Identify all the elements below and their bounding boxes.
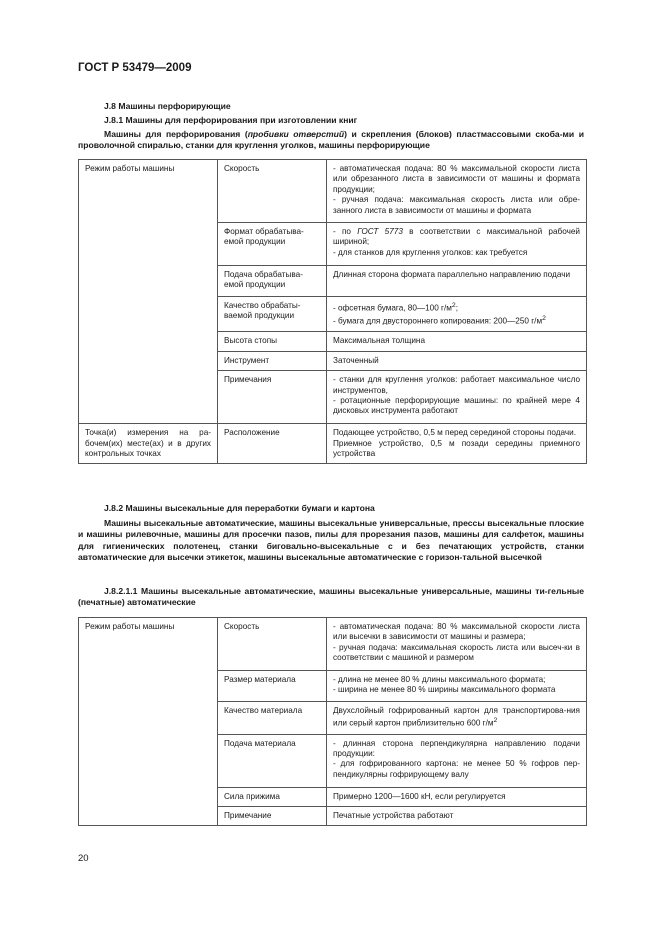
param-stack-height: Высота стопы (224, 336, 278, 346)
document-header: ГОСТ Р 53479—2009 (78, 62, 192, 74)
section-heading-j82: J.8.2 Машины высекальные для переработки бумаги и картона (104, 503, 375, 513)
mode-label-cell (79, 160, 218, 424)
superscript: 2 (451, 302, 456, 309)
param-tool: Инструмент (224, 355, 270, 365)
param-cell (218, 297, 327, 332)
value-text: - офсетная бумага, 80—100 г/м (333, 303, 452, 313)
intro-paragraph-j81 (78, 129, 584, 152)
value-cell (327, 734, 587, 787)
value-text: в соответствии с максимальной рабочей шириной; (333, 227, 580, 247)
param-cell (218, 332, 327, 351)
param-cell (218, 371, 327, 424)
superscript: 2 (493, 717, 498, 725)
value-line: Печатные устройства работают (333, 810, 454, 820)
value-cell (327, 806, 587, 825)
param-speed: Скорость (224, 164, 260, 173)
value-line: Заточенный (333, 355, 379, 365)
param-cell (218, 351, 327, 370)
value-text: - бумага для двустороннего копирования: 200—250 г/м (333, 316, 543, 326)
value-cell (327, 223, 587, 266)
value-cell (327, 297, 587, 332)
param-notes: Примечания (224, 375, 272, 385)
value-line: Примерно 1200—1600 кН, если регулируется (333, 791, 506, 801)
param-material-quality: Качество материала (224, 706, 303, 715)
value-cell (327, 424, 587, 464)
value-line: Приемное устройство, 0,5 м позади середины приемного устройства (333, 438, 580, 458)
value-cell (327, 160, 587, 223)
subsection-heading-j81: J.8.1 Машины для перфорирования при изготовлении книг (104, 115, 358, 125)
param-cell (218, 806, 327, 825)
value-cell (327, 702, 587, 735)
value-line: - ручная подача: максимальная скорость листа или высеч-ки в соответствии с машиной и размером (333, 642, 580, 663)
mode-label: Режим работы машины (85, 622, 175, 631)
value-line: - ширина не менее 80 % ширины максимального формата (333, 685, 556, 695)
value-cell (327, 618, 587, 671)
param-note: Примечание (224, 810, 272, 820)
value-text: ; (455, 303, 459, 313)
table-row (79, 424, 587, 464)
value-cell (327, 351, 587, 370)
measure-label-cell (79, 424, 218, 464)
table-row (79, 160, 587, 223)
param-material-feed: Подача материала (224, 738, 296, 748)
value-line: - для гофрированного картона: не менее 50 % гофров пер-пендикулярны гофрирующему валу (333, 759, 580, 779)
intro-text-part2: ) и скрепления (блоков) пластмассовыми скоба-ми и проволочной спиралью, станки для круглення уголков, машины перфорирующие (78, 129, 584, 151)
param-cell (218, 702, 327, 735)
subsection-heading-j8211: J.8.2.1.1 Машины высекальные автоматические, машины высекальные универсальные, машины ти-гельные (печатные) автоматические (78, 586, 584, 608)
param-material-size: Размер материала (224, 675, 296, 684)
value-line: - длина не менее 80 % длины максимального формата; (333, 675, 546, 684)
value-line: Максимальная толщина (333, 336, 426, 346)
param-cell (218, 424, 327, 464)
intro-text-italic: пробивки отверстий (247, 129, 345, 139)
param-quality: Качество обрабаты-ваемой продукции (224, 301, 301, 321)
value-line: - длинная сторона перпендикулярна направлению подачи продукции: (333, 738, 580, 758)
intro-paragraph-j82: Машины высекальные автоматические, машины высекальные универсальные, прессы высекальные плоские и машины рилевочные, машины для просечки пазов, пилы для прорезания пазов, машины для салфеток, машины для гигиенических полотенец, станки биговально-высекальные с и без печатающих устройств, станки автоматические для высечки этикеток, машины высекальные автоматические с горизон-тальной высечкой (78, 518, 584, 562)
value-cell (327, 787, 587, 806)
value-line: - для станков для круглення уголков: как требуется (333, 247, 528, 257)
param-clamping-force: Сила прижима (224, 791, 280, 801)
value-cell (327, 671, 587, 702)
param-cell (218, 671, 327, 702)
value-line: - автоматическая подача: 80 % максимальной скорости листа или высечки в зависимости от машины и размера; (333, 622, 580, 642)
param-cell (218, 787, 327, 806)
value-line: - автоматическая подача: 80 % максимальной скорости листа или обрезанного листа в зависимости от машины и формата продукции; (333, 164, 580, 194)
value-text: - по (333, 227, 358, 236)
value-line: - ручная подача: максимальная скорость листа или обре-занного листа в зависимости от машины и формата (333, 195, 580, 215)
intro-text-part1: Машины для перфорирования ( (104, 129, 248, 139)
value-cell (327, 266, 587, 297)
param-cell (218, 618, 327, 671)
value-text: Двухслойный гофрированный картон для транспортирова-ния или серый картон приблизительно 600 г/м (333, 706, 580, 729)
value-cell (327, 371, 587, 424)
param-cell (218, 160, 327, 223)
superscript: 2 (542, 315, 546, 323)
standard-reference: ГОСТ 5773 (357, 227, 403, 236)
spec-table-j8211 (78, 617, 587, 826)
param-feed: Подача обрабатыва-емой продукции (224, 270, 303, 290)
value-line: - станки для круглення уголков: работает максимальное число инструментов, (333, 375, 580, 395)
param-format: Формат обрабатыва-емой продукции (224, 227, 304, 247)
param-cell (218, 734, 327, 787)
spec-table-j81 (78, 159, 587, 464)
mode-label: Режим работы машины (85, 164, 175, 173)
param-cell (218, 266, 327, 297)
measure-label: Точка(и) измерения на ра-бочем(их) месте(ах) и в других контрольных точках (85, 428, 211, 458)
page-number: 20 (78, 853, 89, 864)
param-cell (218, 223, 327, 266)
param-location: Расположение (224, 428, 280, 438)
table-row (79, 618, 587, 671)
value-line: Длинная сторона формата параллельно направлению подачи (333, 270, 571, 279)
value-cell (327, 332, 587, 351)
mode-label-cell (79, 618, 218, 826)
param-speed: Скорость (224, 622, 260, 631)
value-line: Подающее устройство, 0,5 м перед серединой стороны подачи. (333, 428, 577, 438)
value-line: - ротационные перфорирующие машины: по крайней мере 4 дисковых инструмента работают (333, 395, 580, 416)
section-heading-j8: J.8 Машины перфорирующие (104, 101, 231, 111)
